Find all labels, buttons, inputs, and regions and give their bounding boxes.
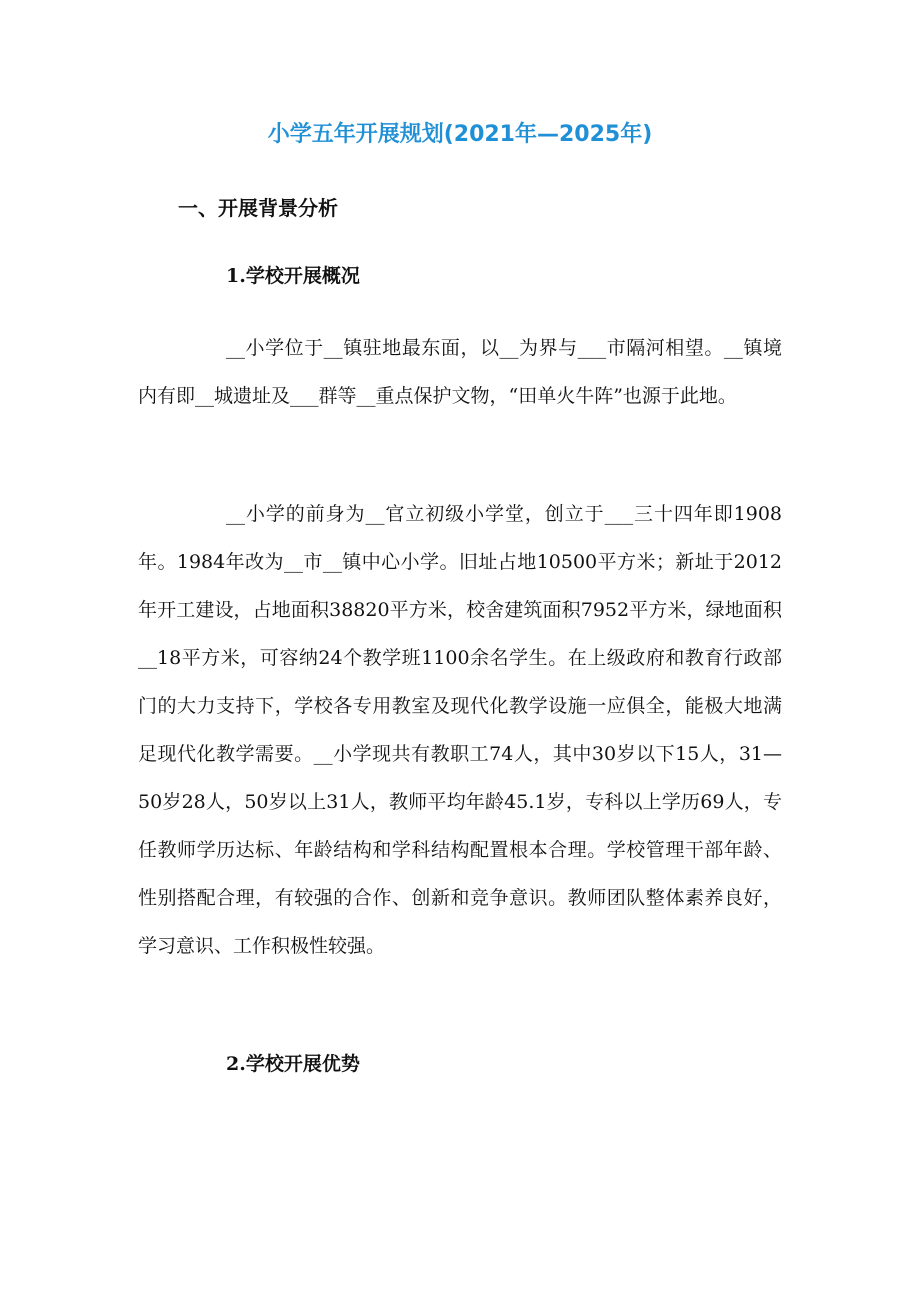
paragraph-school-location: __小学位于__镇驻地最东面，以__为界与___市隔河相望。__镇境内有即__城遗址及___群等__重点保护文物，“田单火牛阵”也源于此地。: [138, 337, 782, 407]
section-heading-background-analysis: 一、开展背景分析: [178, 196, 338, 220]
document-title: 小学五年开展规划(2021年—2025年): [267, 122, 653, 147]
paragraph-school-history: __小学的前身为__官立初级小学堂，创立于___三十四年即1908年。1984年改为__市__镇中心小学。旧址占地10500平方米；新址于2012年开工建设，占地面积38820平方米，校舍建筑面积7952平方米，绿地面积__18平方米，可容纳24个教学班1100余名学生。在上级政府和教育行政部门的大力支持下，学校各专用教室及现代化教学设施一应俱全，能极大地满足现代化教学需要。__小学现共有教职工74人，其中30岁以下15人，31—50岁28人，50岁以上31人，教师平均年龄45.1岁，专科以上学历69人，专任教师学历达标、年龄结构和学科结构配置根本合理。学校管理干部年龄、性别搭配合理，有较强的合作、创新和竞争意识。教师团队整体素养良好，学习意识、工作积极性较强。: [138, 503, 782, 957]
subsection-heading-school-advantages: 2.学校开展优势: [226, 1053, 360, 1075]
subsection-heading-school-overview: 1.学校开展概况: [226, 265, 360, 287]
